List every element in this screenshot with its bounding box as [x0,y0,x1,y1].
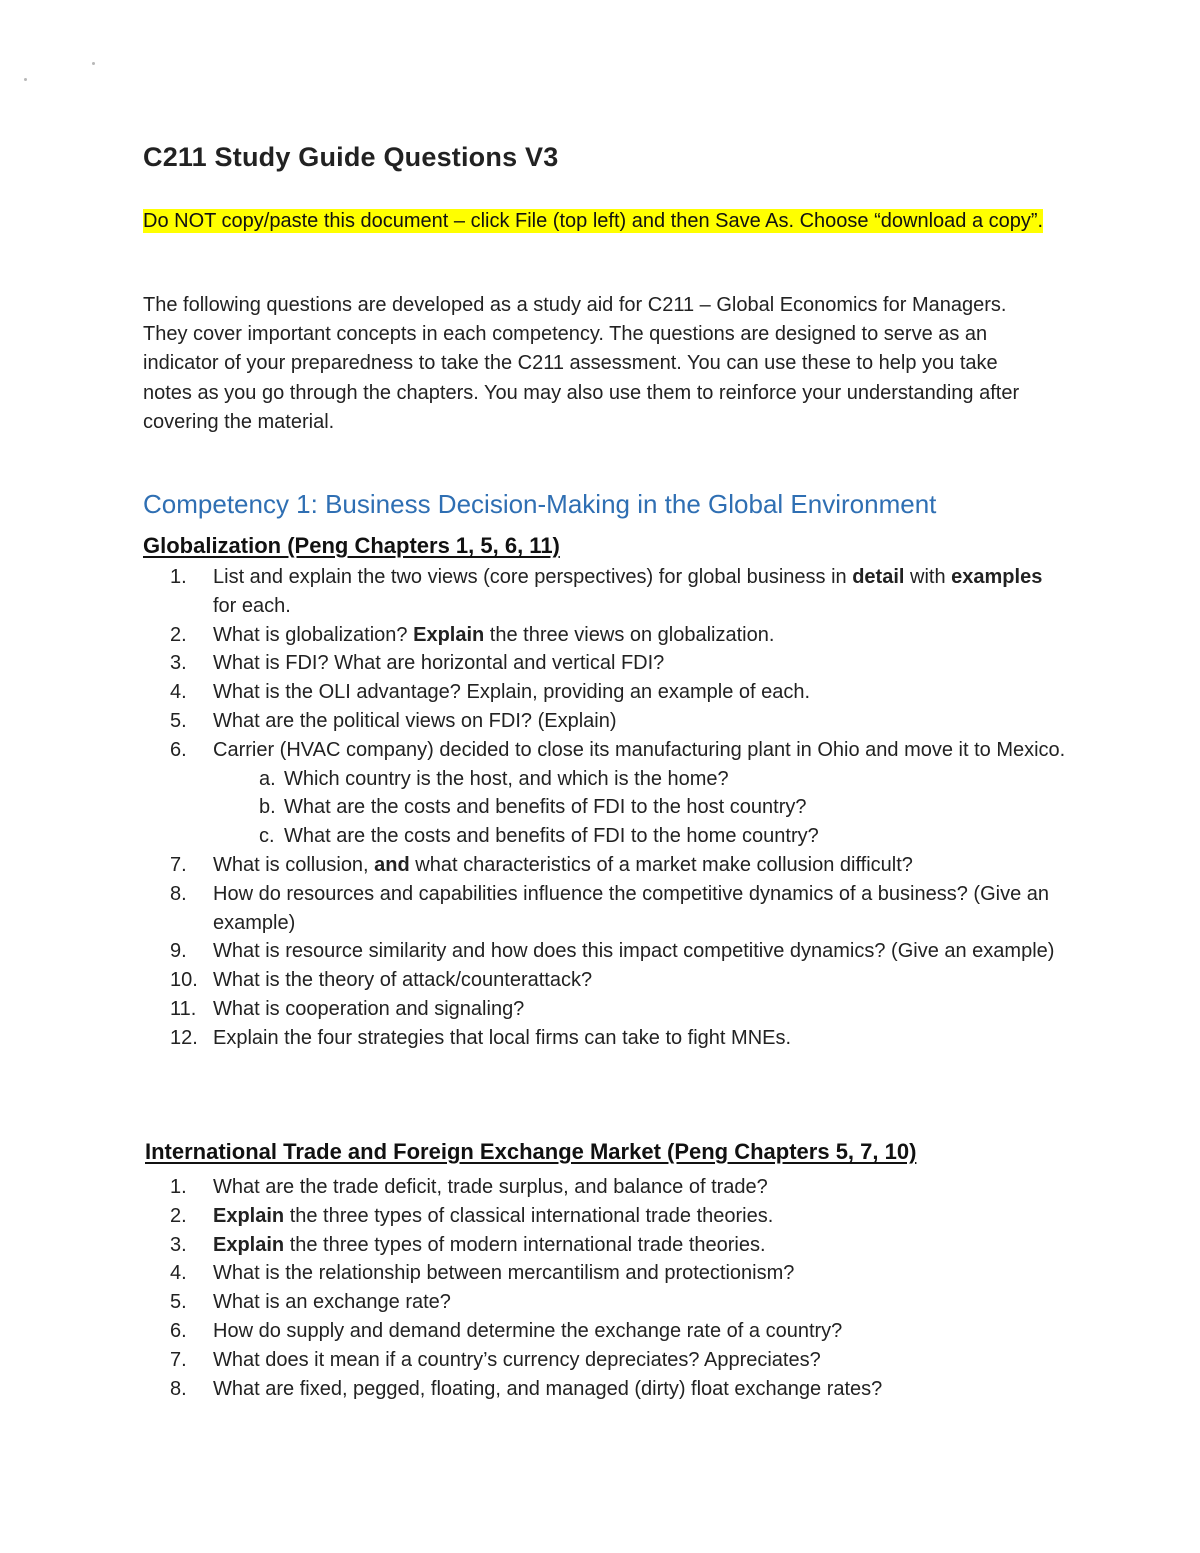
section-heading-globalization: Globalization (Peng Chapters 1, 5, 6, 11) [143,533,560,558]
question-text: How do resources and capabilities influence the competitive dynamics of a business? (Give an example) [213,882,1049,934]
competency-heading: Competency 1: Business Decision-Making in the Global Environment [143,489,937,519]
question-number: 3. [170,1233,187,1256]
question-emphasis: Explain [413,623,485,646]
question-emphasis: Explain [213,1204,285,1227]
sub-question-list [213,765,1070,851]
question-text: What is the theory of attack/counterattack? [213,969,593,992]
sub-question-letter: b. [259,796,276,819]
scan-speck [24,78,27,81]
question-text: the three views on globalization. [484,623,775,646]
question-number: 5. [170,1291,187,1314]
scan-speck [92,62,95,65]
document-title: C211 Study Guide Questions V3 [143,142,559,172]
sub-question-letter: a. [259,767,276,790]
question-number: 6. [170,1319,187,1342]
question-item [170,1259,1070,1288]
question-text: What is the relationship between mercantilism and protectionism? [213,1262,795,1285]
question-emphasis: examples [951,566,1043,588]
question-number: 1. [170,566,187,588]
question-emphasis: detail [852,566,905,588]
question-item [170,736,1070,851]
question-emphasis: and [374,853,410,876]
question-text: What is an exchange rate? [213,1291,451,1314]
intro-paragraph: The following questions are developed as a study aid for C211 – Global Economics for Managers. They cover important concepts in each competency. The questions are designed to serve as an indicator of your preparedness to take the C211 assessment. You can use these to help you take notes as you go through the chapters. You may also use them to reinforce your understanding after covering the material. [143,294,1020,433]
sub-question-text: Which country is the host, and which is the home? [284,767,729,790]
question-text: What is collusion, [213,853,375,876]
question-item [170,880,1070,938]
question-item [170,995,1070,1024]
question-text: the three types of classical international trade theories. [284,1204,774,1227]
section-heading-trade: International Trade and Foreign Exchange Market (Peng Chapters 5, 7, 10) [145,1139,917,1164]
highlighted-notice-text: Do NOT copy/paste this document – click File (top left) and then Save As. Choose “download a copy”. [143,210,1044,232]
question-item [170,649,1070,678]
question-item [170,621,1070,650]
question-number: 3. [170,652,187,675]
question-item [170,1288,1070,1317]
sub-question-item [213,765,1070,794]
question-item [170,851,1070,880]
question-number: 1. [170,1176,187,1198]
sub-question-item [213,793,1070,822]
question-number: 8. [170,882,187,905]
question-item [170,937,1070,966]
question-text: what characteristics of a market make collusion difficult? [409,853,913,876]
question-number: 9. [170,940,187,963]
question-number: 5. [170,709,187,732]
trade-question-list [170,1173,1070,1403]
question-number: 10. [170,969,198,992]
question-text: What is resource similarity and how does this impact competitive dynamics? (Give an example) [213,940,1055,963]
question-text: List and explain the two views (core perspectives) for global business in [213,566,853,588]
question-number: 2. [170,623,187,646]
question-number: 12. [170,1026,198,1049]
question-item [170,707,1070,736]
sub-question-text: What are the costs and benefits of FDI to the host country? [284,796,807,819]
question-number: 2. [170,1204,187,1227]
question-text: What are the trade deficit, trade surplus, and balance of trade? [213,1176,768,1198]
question-number: 4. [170,1262,187,1285]
question-text: What is the OLI advantage? Explain, providing an example of each. [213,681,811,704]
sub-question-letter: c. [259,825,275,848]
question-emphasis: Explain [213,1233,285,1256]
question-item [170,1317,1070,1346]
question-text: What is FDI? What are horizontal and vertical FDI? [213,652,665,675]
question-text: Explain the four strategies that local firms can take to fight MNEs. [213,1026,792,1049]
question-text: What is globalization? [213,623,414,646]
question-text: with [904,566,952,588]
question-item [170,563,1070,621]
question-item [170,1231,1070,1260]
globalization-question-list [170,563,1070,1053]
download-notice [143,206,1058,236]
question-number: 7. [170,1348,187,1371]
question-text: How do supply and demand determine the exchange rate of a country? [213,1319,843,1342]
question-number: 4. [170,681,187,704]
question-text: What does it mean if a country’s currency depreciates? Appreciates? [213,1348,821,1371]
question-item [170,1375,1070,1404]
sub-question-item [213,822,1070,851]
question-item [170,678,1070,707]
question-text: What is cooperation and signaling? [213,997,525,1020]
question-item [170,1024,1070,1053]
question-item [170,1346,1070,1375]
sub-question-text: What are the costs and benefits of FDI to the home country? [284,825,819,848]
question-text: for each. [213,594,291,617]
question-number: 11. [170,997,197,1020]
question-text: the three types of modern international trade theories. [284,1233,766,1256]
question-item [170,1173,1070,1202]
question-item [170,966,1070,995]
question-text: What are the political views on FDI? (Explain) [213,709,617,732]
question-number: 8. [170,1377,187,1400]
question-item [170,1202,1070,1231]
question-number: 6. [170,738,187,761]
question-text: Carrier (HVAC company) decided to close its manufacturing plant in Ohio and move it to Mexico. [213,738,1066,761]
question-text: What are fixed, pegged, floating, and managed (dirty) float exchange rates? [213,1377,883,1400]
question-number: 7. [170,853,187,876]
